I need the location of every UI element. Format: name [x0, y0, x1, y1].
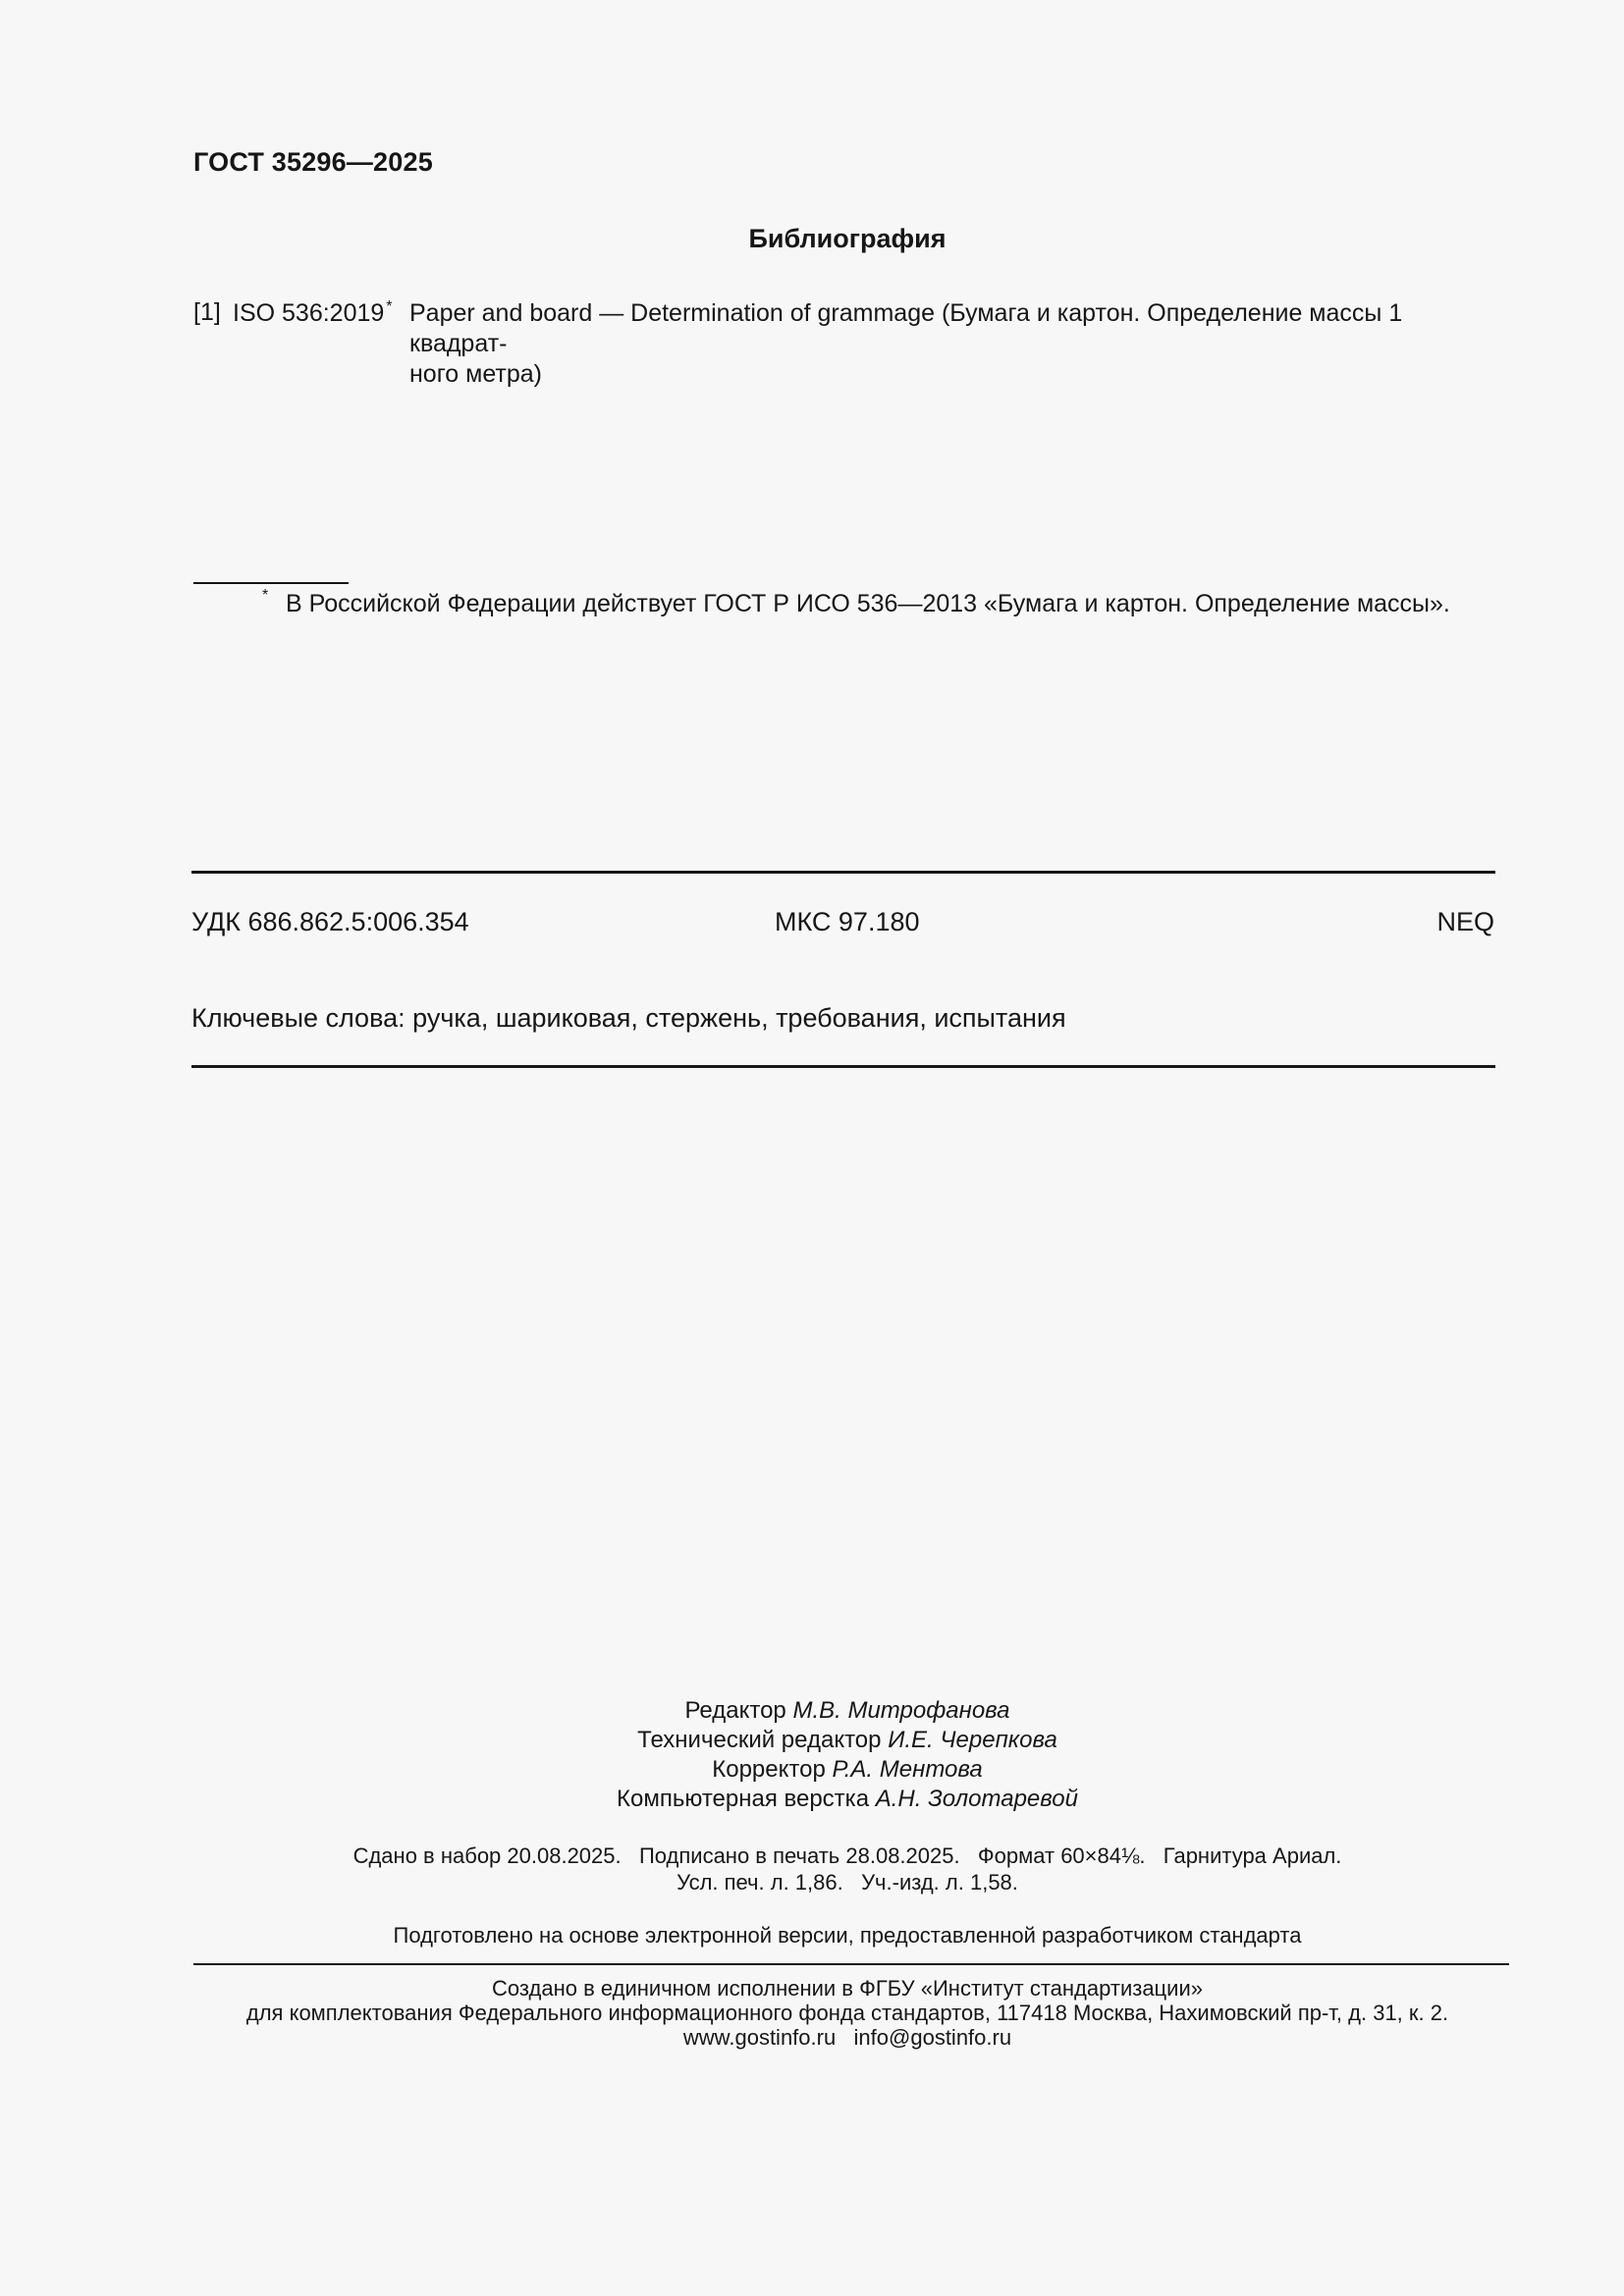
layout-name: А.Н. Золотаревой [875, 1786, 1078, 1812]
publisher-line-2: для комплектования Федерального информационного фонда стандартов, 117418 Москва, Нахимовский пр-т, д. 31, к. 2. [245, 2001, 1449, 2025]
reference-title-line-2: ного метра) [409, 360, 542, 388]
footnote-separator [193, 582, 349, 584]
reference-title [409, 298, 1495, 390]
reference-standard-code: ISO 536:2019 [233, 299, 385, 327]
proofreader-name: Р.А. Ментова [832, 1756, 983, 1783]
mks-code: МКС 97.180 [775, 907, 920, 936]
email-link[interactable]: info@gostinfo.ru [853, 2025, 1012, 2050]
layout-label: Компьютерная верстка [617, 1786, 870, 1812]
footnote-text: В Российской Федерации действует ГОСТ Р ИСО 536—2013 «Бумага и картон. Определение массы». [286, 590, 1450, 617]
tech-editor-label: Технический редактор [637, 1727, 882, 1753]
equivalence-degree: NEQ [1436, 907, 1494, 936]
reference-title-line-1: Paper and board — Determination of grammage (Бумага и картон. Определение массы 1 квадрат- [409, 299, 1403, 357]
tech-editor-name: И.Е. Черепкова [888, 1727, 1057, 1753]
document-number: ГОСТ 35296—2025 [193, 147, 433, 177]
editor-label: Редактор [684, 1697, 786, 1724]
classification-bottom-rule [191, 1065, 1495, 1068]
print-details-line-1: Сдано в набор 20.08.2025. Подписано в печать 28.08.2025. Формат 60×84⅛. Гарнитура Ариал. [352, 1843, 1342, 1868]
website-link[interactable]: www.gostinfo.ru [682, 2025, 837, 2050]
tech-editor-credit [0, 1727, 1624, 1754]
print-details-line-2: Усл. печ. л. 1,86. Уч.-изд. л. 1,58. [677, 1870, 1018, 1895]
publisher-contacts [0, 2025, 1624, 2051]
proofreader-label: Корректор [712, 1756, 826, 1783]
editor-credit [0, 1697, 1624, 1725]
publisher-rule [193, 1963, 1509, 1965]
layout-credit [0, 1786, 1624, 1813]
footnote-marker: * [386, 298, 393, 315]
classification-top-rule [191, 871, 1495, 874]
udc-code: УДК 686.862.5:006.354 [191, 907, 469, 936]
bibliography-heading: Библиография [748, 224, 947, 253]
reference-number: [1] [193, 298, 221, 326]
keywords: Ключевые слова: ручка, шариковая, стержень, требования, испытания [191, 1003, 1066, 1033]
reference-standard [233, 298, 393, 328]
prepared-note: Подготовлено на основе электронной версии, предоставленной разработчиком стандарта [393, 1923, 1302, 1948]
publisher-line-1: Создано в единичном исполнении в ФГБУ «Институт стандартизации» [492, 1976, 1203, 2001]
footnote-mark: * [262, 587, 269, 604]
editor-name: М.В. Митрофанова [792, 1697, 1010, 1724]
proofreader-credit [0, 1756, 1624, 1784]
